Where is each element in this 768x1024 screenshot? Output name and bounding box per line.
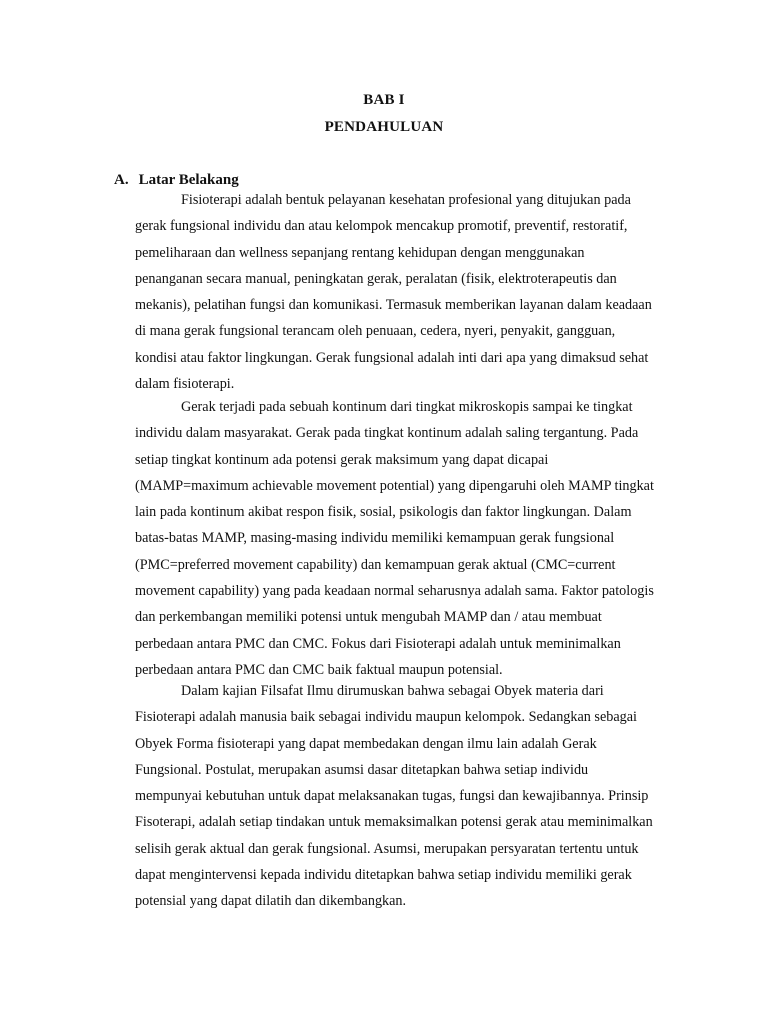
paragraph-3 [135, 678, 655, 915]
paragraph-text: Dalam kajian Filsafat Ilmu dirumuskan bahwa sebagai Obyek materia dari Fisioterapi adalah manusia baik sebagai individu maupun kelompok. Sedangkan sebagai Obyek Forma fisioterapi yang dapat membedakan dengan ilmu lain adalah Gerak Fungsional. Postulat, merupakan asumsi dasar ditetapkan bahwa setiap individu mempunyai kebutuhan untuk dapat melaksanakan tugas, fungsi dan kewajibannya. Prinsip Fisoterapi, adalah setiap tindakan untuk memaksimalkan potensi gerak atau meminimalkan selisih gerak aktual dan gerak fungsional. Asumsi, merupakan persyaratan tertentu untuk dapat mengintervensi kepada individu ditetapkan bahwa setiap individu memiliki gerak potensial yang dapat dilatih dan dikembangkan. [135, 683, 653, 910]
section-title: Latar Belakang [138, 172, 239, 188]
chapter-title: PENDAHULUAN [324, 119, 444, 135]
paragraph-2 [135, 394, 655, 683]
paragraph-text: Fisioterapi adalah bentuk pelayanan kesehatan profesional yang ditujukan pada gerak fungsional individu dan atau kelompok mencakup promotif, preventif, restoratif, pemeliharaan dan wellness sepanjang rentang kehidupan dengan menggunakan penanganan secara manual, peningkatan gerak, peralatan (fisik, elektroterapeutis dan mekanis), pelatihan fungsi dan komunikasi. Termasuk memberikan layanan dalam keadaan di mana gerak fungsional terancam oleh penuaan, cedera, nyeri, penyakit, gangguan, kondisi atau faktor lingkungan. Gerak fungsional adalah inti dari apa yang dimaksud sehat dalam fisioterapi. [135, 192, 652, 393]
chapter-number: BAB I [363, 92, 405, 108]
paragraph-1 [135, 187, 655, 397]
paragraph-text: Gerak terjadi pada sebuah kontinum dari tingkat mikroskopis sampai ke tingkat individu dalam masyarakat. Gerak pada tingkat kontinum adalah saling tergantung. Pada setiap tingkat kontinum ada potensi gerak maksimum yang dapat dicapai (MAMP=maximum achievable movement potential) yang dipengaruhi oleh MAMP tingkat lain pada kontinum akibat respon fisik, sosial, psikologis dan faktor lingkungan. Dalam batas-batas MAMP, masing-masing individu memiliki kemampuan gerak fungsional (PMC=preferred movement capability) dan kemampuan gerak aktual (CMC=current movement capability) yang pada keadaan normal seharusnya adalah sama. Faktor patologis dan perkembangan memiliki potensi untuk mengubah MAMP dan / atau membuat perbedaan antara PMC dan CMC. Fokus dari Fisioterapi adalah untuk meminimalkan perbedaan antara PMC dan CMC baik faktual maupun potensial. [135, 399, 654, 678]
section-label: A. [114, 172, 129, 188]
